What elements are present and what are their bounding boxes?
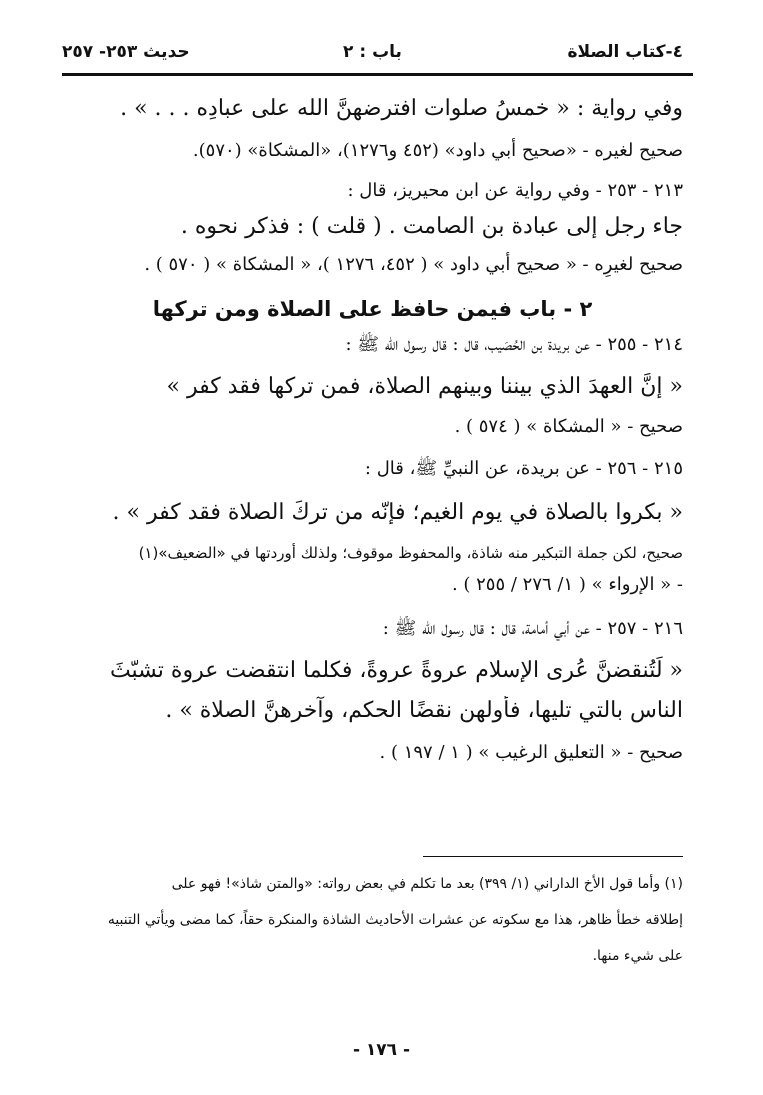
grading-line: صحيح لغيرِه - « صحيح أبي داود » ( ٤٥٢، ١٢٧٦ )، « المشكاة » ( ٥٧٠ ) . (144, 254, 683, 275)
chapter-heading: ٢ - باب فيمن حافظ على الصلاة ومن تركها (152, 297, 593, 321)
header-book-title: ٤-كتاب الصلاة (567, 42, 683, 62)
footnote-line: (١) وأما قول الأخ الداراني (١/ ٣٩٩) بعد ما تكلم في بعض رواته: «والمتن شاذ»! فهو على (171, 876, 683, 892)
grading-line: صحيح لغيره - «صحيح أبي داود» (٤٥٢ و١٢٧٦)، «المشكاة» (٥٧٠). (192, 140, 683, 161)
header-hadith-range: حديث ٢٥٣- ٢٥٧ (62, 42, 190, 62)
running-header (62, 38, 683, 68)
footnote-line: إطلاقه خطأ ظاهر، هذا مع سكوته عن عشرات الأحاديث الشاذة والمنكرة حقاً، كما مضى ويأتي التنبيه (107, 912, 683, 928)
footnotes (62, 866, 683, 974)
header-chapter: باب : ٢ (343, 42, 402, 62)
narration-line: « لَتُنقضنَّ عُرى الإسلام عروةً عروةً، فكلما انتقضت عروة تشبّثَ (109, 658, 683, 683)
grading-line: صحيح - « التعليق الرغيب » ( ١ / ١٩٧ ) . (379, 742, 683, 763)
narration-line: وفي رواية : « خمسُ صلوات افترضهنَّ الله على عبادِه . . . » . (120, 96, 683, 121)
hadith-line: ٢١٤ - ٢٥٥ - عن بريدة بن الحُصَيب، قال : قال رسول الله ﷺ : (345, 334, 683, 355)
grading-line: صحيح - « المشكاة » ( ٥٧٤ ) . (454, 416, 683, 437)
narration-line: الناس بالتي تليها، فأولهن نقضًا الحكم، وآخرهنَّ الصلاة » . (165, 698, 683, 723)
hadith-line: ٢١٦ - ٢٥٧ - عن أبي أمامة، قال : قال رسول الله ﷺ : (382, 618, 683, 639)
page-number: - ١٧٦ - (352, 1040, 411, 1060)
header-rule (62, 73, 693, 76)
footnote-line: على شيء منها. (592, 948, 683, 964)
grading-line: صحيح، لكن جملة التبكير منه شاذة، والمحفوظ موقوف؛ ولذلك أوردتها في «الضعيف»(١) (138, 544, 683, 562)
hadith-line: ٢١٣ - ٢٥٣ - وفي رواية عن ابن محيريز، قال : (347, 180, 683, 201)
hadith-line: ٢١٥ - ٢٥٦ - عن بريدة، عن النبيِّ ﷺ، قال : (364, 458, 683, 479)
narration-line: جاء رجل إلى عبادة بن الصامت . ( قلت ) : فذكر نحوه . (180, 214, 683, 239)
page-body (62, 90, 683, 766)
narration-line: « إنَّ العهدَ الذي بيننا وبينهم الصلاة، فمن تركها فقد كفر » (166, 374, 683, 399)
footnote-rule (423, 856, 683, 857)
narration-line: « بكروا بالصلاة في يوم الغيم؛ فإنّه من تركَ الصلاة فقد كفر » . (112, 500, 683, 525)
grading-line: - « الإرواء » ( ١/ ٢٧٦ / ٢٥٥ ) . (451, 574, 683, 595)
